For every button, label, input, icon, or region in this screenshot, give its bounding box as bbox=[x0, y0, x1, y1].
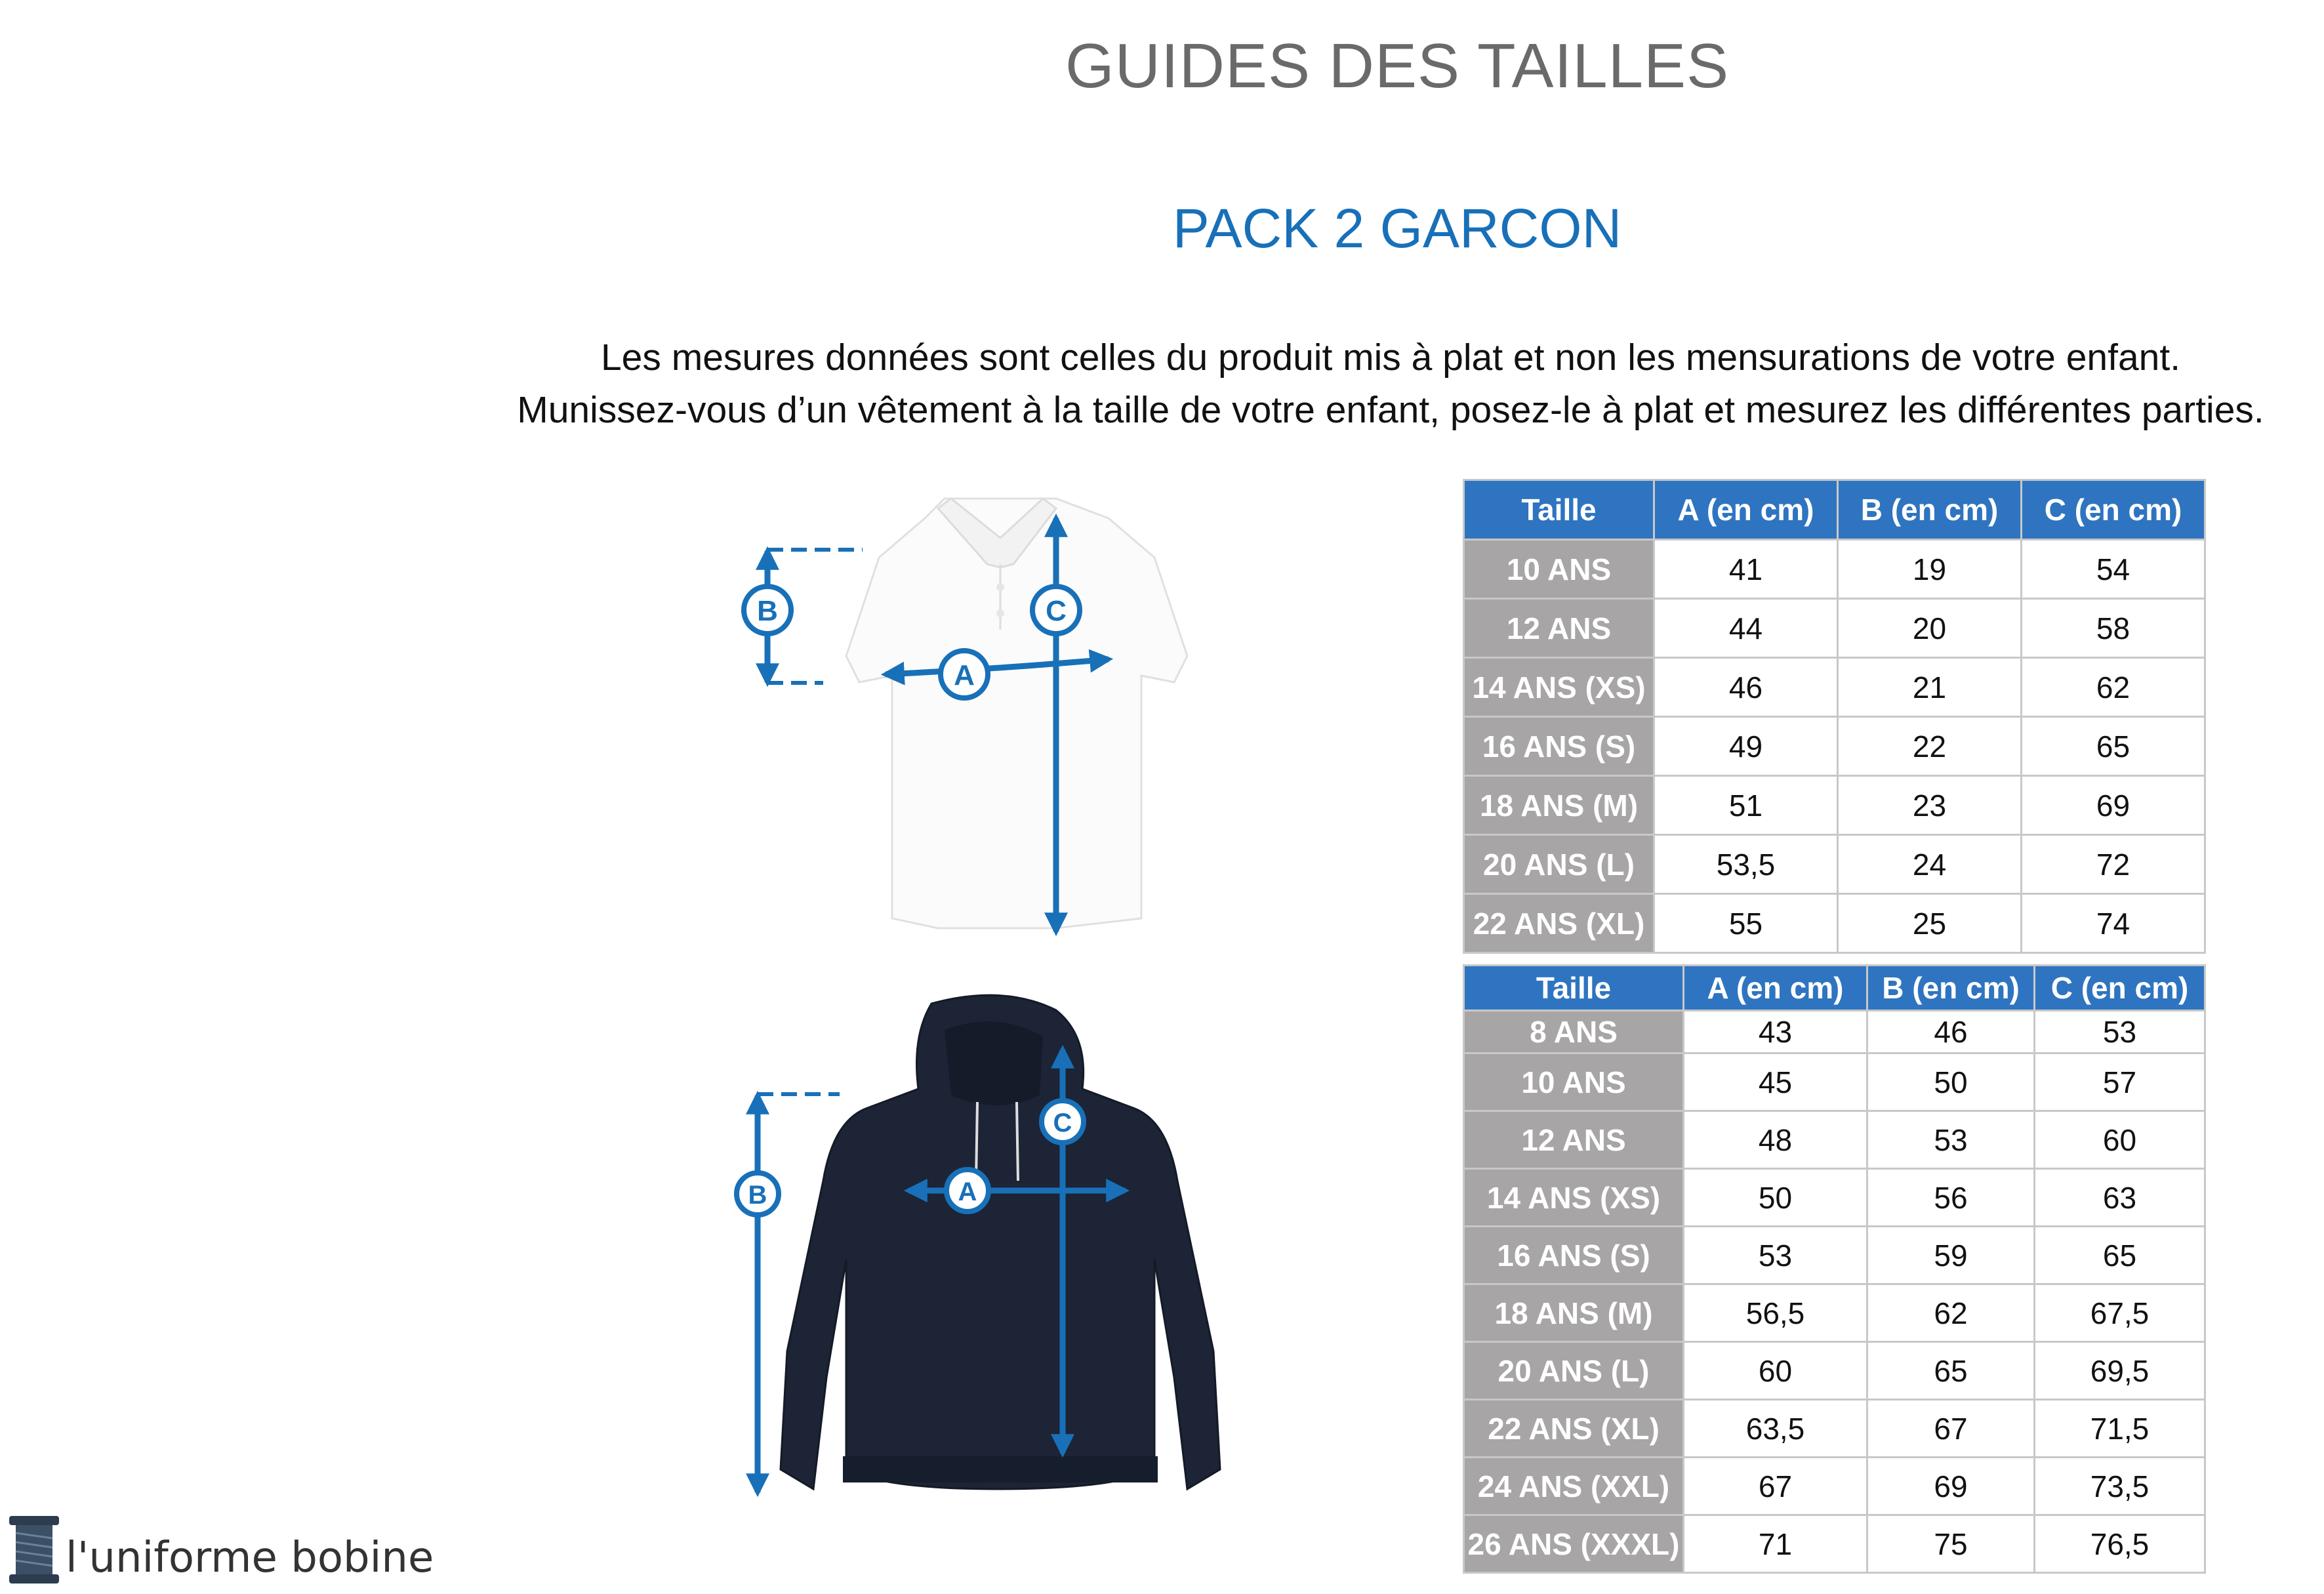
size-label: 20 ANS (L) bbox=[1464, 835, 1654, 894]
size-label: 10 ANS bbox=[1464, 540, 1654, 599]
measure-a: 44 bbox=[1654, 599, 1838, 658]
measure-a: 46 bbox=[1654, 658, 1838, 717]
measure-c: 54 bbox=[2022, 540, 2205, 599]
measure-a: 48 bbox=[1684, 1111, 1867, 1169]
measure-b: 22 bbox=[1838, 717, 2022, 776]
size-label: 12 ANS bbox=[1464, 1111, 1684, 1169]
table-row bbox=[1464, 717, 2205, 776]
measure-c: 58 bbox=[2022, 599, 2205, 658]
intro-line-1: Les mesures données sont celles du produit mis à plat et non les mensurations de votre enfant. bbox=[600, 337, 2181, 378]
measure-c: 76,5 bbox=[2035, 1515, 2205, 1573]
measure-b: 25 bbox=[1838, 894, 2022, 953]
polo-size-table bbox=[1463, 479, 2206, 954]
svg-text:B: B bbox=[757, 595, 778, 627]
measure-c: 65 bbox=[2035, 1227, 2205, 1284]
polo-label-a bbox=[941, 651, 988, 698]
table-row bbox=[1464, 540, 2205, 599]
size-label: 18 ANS (M) bbox=[1464, 1284, 1684, 1342]
measure-b: 59 bbox=[1867, 1227, 2035, 1284]
size-label: 20 ANS (L) bbox=[1464, 1342, 1684, 1400]
measure-b: 24 bbox=[1838, 835, 2022, 894]
hoodie-label-b bbox=[737, 1173, 779, 1215]
measure-b: 20 bbox=[1838, 599, 2022, 658]
measure-a: 45 bbox=[1684, 1053, 1867, 1111]
measure-a: 53 bbox=[1684, 1227, 1867, 1284]
polo-shirt-icon bbox=[846, 499, 1187, 928]
size-label: 14 ANS (XS) bbox=[1464, 1169, 1684, 1227]
table-header-row bbox=[1464, 966, 2205, 1011]
polo-label-b bbox=[744, 586, 791, 634]
table-row bbox=[1464, 1011, 2205, 1053]
table-row bbox=[1464, 1227, 2205, 1284]
measure-a: 63,5 bbox=[1684, 1400, 1867, 1458]
column-header: A (en cm) bbox=[1654, 480, 1838, 540]
measure-a: 51 bbox=[1654, 776, 1838, 835]
size-label: 16 ANS (S) bbox=[1464, 1227, 1684, 1284]
measure-a: 67 bbox=[1684, 1458, 1867, 1515]
measure-c: 69,5 bbox=[2035, 1342, 2205, 1400]
measure-c: 74 bbox=[2022, 894, 2205, 953]
measure-a: 55 bbox=[1654, 894, 1838, 953]
size-label: 18 ANS (M) bbox=[1464, 776, 1654, 835]
measure-b: 67 bbox=[1867, 1400, 2035, 1458]
measure-c: 65 bbox=[2022, 717, 2205, 776]
measure-b: 75 bbox=[1867, 1515, 2035, 1573]
table-row bbox=[1464, 835, 2205, 894]
table-row bbox=[1464, 1458, 2205, 1515]
svg-text:A: A bbox=[958, 1177, 977, 1206]
measure-c: 60 bbox=[2035, 1111, 2205, 1169]
table-row bbox=[1464, 1515, 2205, 1573]
measure-b: 62 bbox=[1867, 1284, 2035, 1342]
measure-c: 57 bbox=[2035, 1053, 2205, 1111]
column-header: B (en cm) bbox=[1838, 480, 2022, 540]
table-header-row bbox=[1464, 480, 2205, 540]
table-row bbox=[1464, 1111, 2205, 1169]
measure-c: 69 bbox=[2022, 776, 2205, 835]
table-row bbox=[1464, 1342, 2205, 1400]
hoodie-size-table bbox=[1463, 964, 2206, 1574]
measure-a: 60 bbox=[1684, 1342, 1867, 1400]
measure-a: 41 bbox=[1654, 540, 1838, 599]
measure-c: 67,5 bbox=[2035, 1284, 2205, 1342]
size-label: 12 ANS bbox=[1464, 599, 1654, 658]
size-label: 26 ANS (XXXL) bbox=[1464, 1515, 1684, 1573]
table-row bbox=[1464, 1053, 2205, 1111]
intro-text bbox=[459, 331, 2322, 436]
measure-c: 62 bbox=[2022, 658, 2205, 717]
measure-b: 23 bbox=[1838, 776, 2022, 835]
measure-a: 49 bbox=[1654, 717, 1838, 776]
svg-text:A: A bbox=[954, 659, 975, 691]
column-header: B (en cm) bbox=[1867, 966, 2035, 1011]
measure-b: 65 bbox=[1867, 1342, 2035, 1400]
polo-label-c bbox=[1032, 586, 1080, 634]
measure-b: 69 bbox=[1867, 1458, 2035, 1515]
svg-text:B: B bbox=[748, 1181, 767, 1210]
hoodie-icon bbox=[781, 995, 1220, 1489]
brand-logo-text: l'uniforme bobine bbox=[66, 1534, 434, 1582]
measure-b: 56 bbox=[1867, 1169, 2035, 1227]
size-label: 10 ANS bbox=[1464, 1053, 1684, 1111]
table-row bbox=[1464, 658, 2205, 717]
measure-b: 21 bbox=[1838, 658, 2022, 717]
intro-line-2: Munissez-vous d’un vêtement à la taille de votre enfant, posez-le à plat et mesurez les différentes parties. bbox=[517, 389, 2264, 431]
table-row bbox=[1464, 894, 2205, 953]
measure-a: 56,5 bbox=[1684, 1284, 1867, 1342]
table-row bbox=[1464, 599, 2205, 658]
hoodie-diagram-art bbox=[689, 984, 1279, 1509]
measure-c: 72 bbox=[2022, 835, 2205, 894]
measure-c: 63 bbox=[2035, 1169, 2205, 1227]
size-label: 22 ANS (XL) bbox=[1464, 894, 1654, 953]
column-header: Taille bbox=[1464, 480, 1654, 540]
column-header: C (en cm) bbox=[2035, 966, 2205, 1011]
page-title: GUIDES DES TAILLES bbox=[1065, 31, 1730, 101]
column-header: Taille bbox=[1464, 966, 1684, 1011]
spool-icon bbox=[5, 1512, 63, 1587]
svg-text:C: C bbox=[1046, 595, 1067, 627]
measure-b: 19 bbox=[1838, 540, 2022, 599]
measure-c: 71,5 bbox=[2035, 1400, 2205, 1458]
column-header: C (en cm) bbox=[2022, 480, 2205, 540]
svg-text:C: C bbox=[1053, 1109, 1072, 1137]
measure-c: 73,5 bbox=[2035, 1458, 2205, 1515]
measure-b: 53 bbox=[1867, 1111, 2035, 1169]
column-header: A (en cm) bbox=[1684, 966, 1867, 1011]
size-label: 24 ANS (XXL) bbox=[1464, 1458, 1684, 1515]
table-row bbox=[1464, 1169, 2205, 1227]
hoodie-label-c bbox=[1042, 1101, 1084, 1143]
measure-a: 43 bbox=[1684, 1011, 1867, 1053]
measure-a: 71 bbox=[1684, 1515, 1867, 1573]
measure-a: 53,5 bbox=[1654, 835, 1838, 894]
hoodie-label-a bbox=[947, 1170, 989, 1212]
table-row bbox=[1464, 776, 2205, 835]
table-row bbox=[1464, 1284, 2205, 1342]
table-row bbox=[1464, 1400, 2205, 1458]
size-label: 16 ANS (S) bbox=[1464, 717, 1654, 776]
measure-a: 50 bbox=[1684, 1169, 1867, 1227]
size-label: 14 ANS (XS) bbox=[1464, 658, 1654, 717]
measure-c: 53 bbox=[2035, 1011, 2205, 1053]
product-subtitle: PACK 2 GARCON bbox=[1172, 197, 1622, 259]
measure-b: 46 bbox=[1867, 1011, 2035, 1053]
measure-b: 50 bbox=[1867, 1053, 2035, 1111]
size-label: 22 ANS (XL) bbox=[1464, 1400, 1684, 1458]
size-label: 8 ANS bbox=[1464, 1011, 1684, 1053]
